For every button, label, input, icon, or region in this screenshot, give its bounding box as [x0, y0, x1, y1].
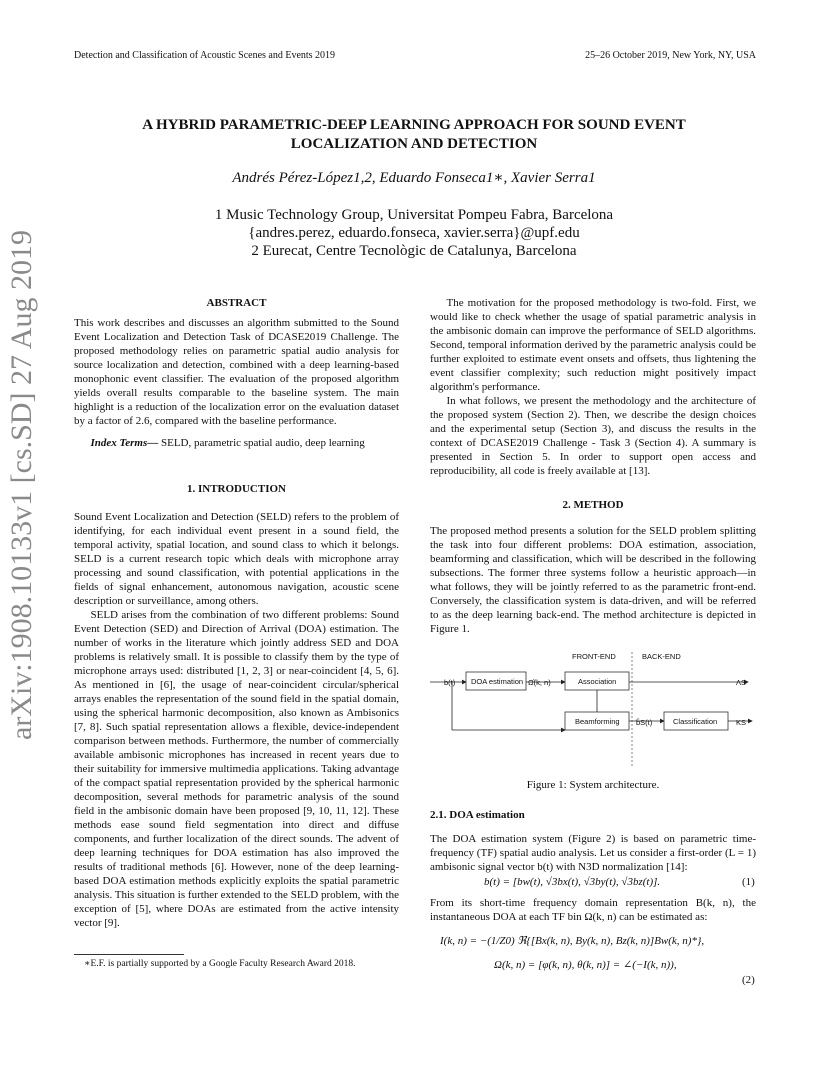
index-terms-text: SELD, parametric spatial audio, deep learning [161, 437, 365, 449]
arxiv-sidebar: arXiv:1908.10133v1 [cs.SD] 27 Aug 2019 [5, 230, 38, 740]
figure-caption: Figure 1: System architecture. [526, 779, 660, 791]
omega-label: Ω̂(k, n) [528, 678, 551, 687]
beamforming-label: Beamforming [575, 717, 620, 726]
abstract-text: This work describes and discusses an algorithm submitted to the Sound Event Localization and Detection Task of DCASE2019 Challenge. The proposed methodology relies on parametric spatial audio analysis for source localization and detection, combined with a deep learning-based monophonic event classifier. The evaluation of the proposed algorithm yields overall results comparable to the baseline system. The main highlight is a reduction of the localization error on the evaluation dataset by a factor of 2.6, compared with the baseline performance. [74, 317, 399, 427]
equation-1: b(t) = [bw(t), √3bx(t), √3by(t), √3bz(t)]. [484, 876, 661, 888]
doa-heading: 2.1. DOA estimation [430, 809, 525, 821]
authors: Andrés Pérez-López1,2, Eduardo Fonseca1∗, Xavier Serra1 [232, 170, 596, 186]
affiliations [90, 206, 738, 260]
outline-paragraph: In what follows, we present the methodology and the architecture of the proposed system (Section 2). Then, we describe the design choices and the experimental setup (Section 3), and discuss the results in the context of DCASE2019 Challenge - Task 3 (Section 4). A summary is presented in Section 5. In order to support open access and reproducibility, all code is freely available at [13]. [430, 395, 756, 477]
stft-paragraph: From its short-time frequency domain representation B(k, n), the instantaneous DOA at each TF bin Ω(k, n) can be estimated as: [430, 897, 756, 923]
header-left: Detection and Classification of Acoustic Scenes and Events 2019 [74, 50, 336, 61]
input-label: b(t) [444, 678, 456, 687]
doa-estimation-label: DOA estimation [471, 677, 524, 686]
method-heading: 2. METHOD [562, 499, 624, 511]
right-column-top [430, 296, 756, 478]
lambda-output-label: ΛS [736, 678, 747, 687]
footnote: ∗E.F. is partially supported by a Google Faculty Research Award 2018. [84, 959, 356, 969]
index-terms-label: Index Terms— [90, 437, 159, 449]
back-end-label: BACK-END [642, 652, 681, 661]
equation-2b: Ω(k, n) = [φ(k, n), θ(k, n)] = ∠(−I(k, n)), [494, 959, 677, 971]
emails: {andres.perez, eduardo.fonseca, xavier.serra}@upf.edu [248, 225, 580, 241]
paper-title [90, 116, 738, 154]
motivation-paragraph: The motivation for the proposed methodology is two-fold. First, we would like to check whether the usage of spatial parametric analysis in the ambisonic domain can improve the performance of SELD algorithms. Second, temporal information derived by the parametric analysis could be further exploited to estimate event onsets and offsets, thus lightening the event classifier complexity; such reduction might positively impact algorithm's performance. [430, 297, 756, 393]
affiliation-1: 1 Music Technology Group, Universitat Pompeu Fabra, Barcelona [214, 207, 614, 223]
system-architecture-diagram [430, 648, 756, 768]
equation-2-number: (2) [742, 974, 755, 986]
intro-paragraph-1: Sound Event Localization and Detection (SELD) refers to the problem of identifying, for each individual event present in a sound field, the temporal activity, spatial location, and sound class to which it belongs. SELD is a current research topic which deals with microphone array processing and sound classification, with potential applications in the fields of signal enhancement, autonomous navigation, acoustic scene description or surveillance, among others. [74, 511, 399, 607]
ks-output-label: KS [736, 718, 747, 727]
affiliation-2: 2 Eurecat, Centre Tecnològic de Catalunya, Barcelona [251, 243, 577, 259]
classification-label: Classification [673, 717, 718, 726]
doa-section [430, 808, 756, 874]
front-end-label: FRONT-END [572, 652, 616, 661]
title-line-2: LOCALIZATION AND DETECTION [290, 136, 538, 152]
title-line-1: A HYBRID PARAMETRIC-DEEP LEARNING APPROACH FOR SOUND EVENT [142, 117, 686, 133]
equation-1-number: (1) [742, 876, 755, 888]
method-paragraph: The proposed method presents a solution for the SELD problem splitting the task into four different problems: DOA estimation, association, beamforming and classification, which will be described in the following subsections. The former three systems follow a heuristic approach—in what follows, they will be jointly referred to as the parametric front-end. Conversely, the classification system is data-driven, and will be referred to as the deep learning back-end. The method architecture is depicted in Figure 1. [430, 525, 756, 635]
bs-label: b̂S(t) [636, 718, 653, 727]
index-terms [74, 436, 399, 450]
abstract-heading: ABSTRACT [206, 297, 267, 309]
footnote-rule [74, 954, 184, 955]
abstract-section [74, 296, 399, 450]
doa-paragraph: The DOA estimation system (Figure 2) is based on parametric time-frequency (TF) spatial audio analysis. Let us consider a first-order (L = 1) ambisonic signal vector b(t) with N3D normalization [14]: [430, 833, 756, 873]
method-section [430, 498, 756, 636]
intro-section [74, 482, 399, 930]
intro-heading: 1. INTRODUCTION [186, 483, 286, 495]
intro-paragraph-2: SELD arises from the combination of two different problems: Sound Event Detection (SED) and Direction of Arrival (DOA) estimation. The number of works in the literature which jointly address SED and DOA problems is relatively small. It is possible to classify them by the type of microphone arrays used: distributed [1, 2, 3] or near-coincident [4, 5, 6]. As mentioned in [6], the usage of near-coincident circular/spherical arrays enables the representation of the sound field in the spatial domain, using the spherical harmonic decomposition, also known as Ambisonics [7, 8]. Such spatial representation allows a flexible, device-independent comparison between methods. Furthermore, the number of commercially available ambisonic microphones has increased in recent years due to their suitability for immersive multimedia applications. Taking advantage of the compact spatial representation provided by the spherical harmonic decomposition, several methods for parametric analysis of the sound field in the ambisonic domain have been proposed [9, 10, 11, 12]. These methods ease sound field segmentation into direct and diffuse components, and further localization of the direct sounds. The advent of deep learning techniques for DOA estimation has also improved the results of traditional methods [6]. However, none of the deep learning-based DOA estimation methods explicitly exploits the spatial parametric analysis. This situation is further extended to the SELD problem, with the exception of [5], where DOAs are estimated from the active intensity vector [9]. [74, 609, 399, 929]
association-label: Association [578, 677, 617, 686]
equation-2a: I(k, n) = −(1/Z0) ℜ{[Bx(k, n), By(k, n), Bz(k, n)]Bw(k, n)*}, [440, 935, 705, 947]
header-right: 25–26 October 2019, New York, NY, USA [585, 50, 756, 61]
